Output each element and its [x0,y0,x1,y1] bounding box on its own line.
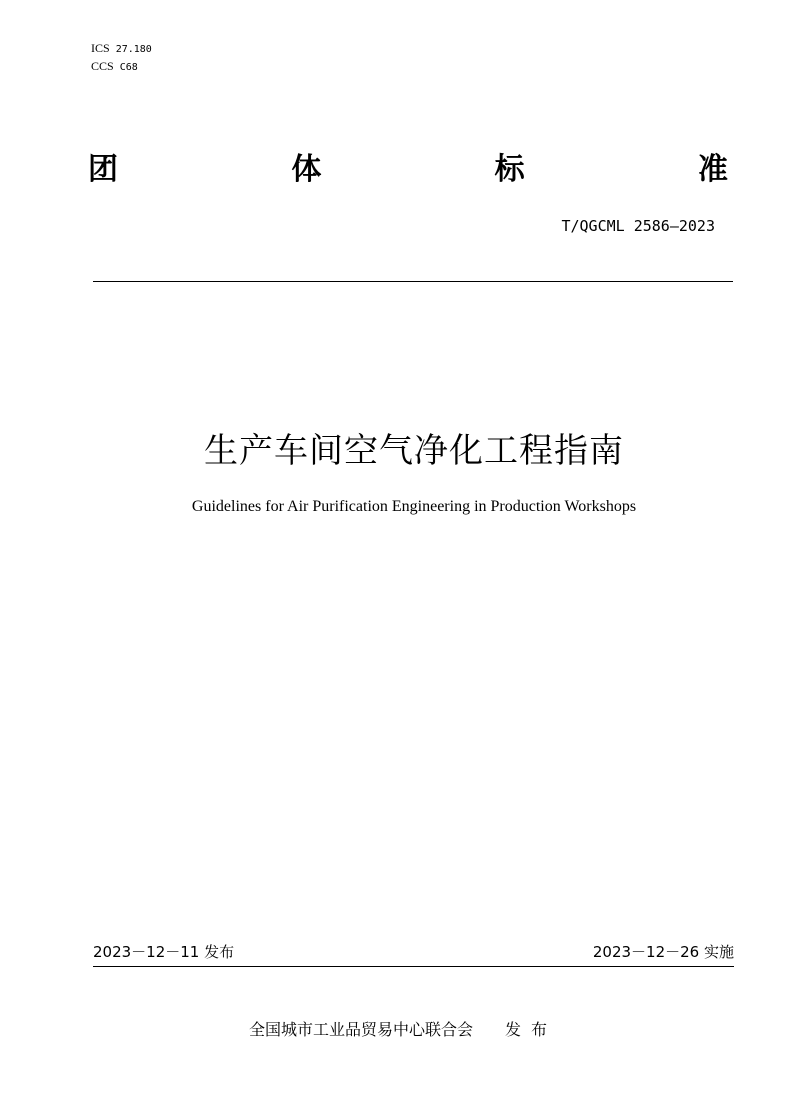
ics-label: ICS [91,41,110,55]
ics-row [91,40,152,58]
publish-label: 发布 [505,1020,558,1039]
header-divider [93,281,733,282]
standard-type-char: 体 [291,152,322,187]
ccs-row [91,58,152,76]
ics-value: 27.180 [115,44,152,55]
publisher-line [0,1019,790,1041]
document-title-chinese: 生产车间空气净化工程指南 [204,431,624,471]
standard-type-char: 准 [697,152,728,187]
publisher-name: 全国城市工业品贸易中心联合会 [248,1020,473,1039]
issue-date: 2023－12－11 发布 [93,943,235,961]
classification-codes [91,40,152,76]
standard-type-heading [88,150,728,190]
ccs-label: CCS [91,59,114,73]
ccs-value: C68 [119,62,138,73]
document-title-english: Guidelines for Air Purification Engineering in Production Workshops [191,498,637,515]
footer-divider [93,966,734,967]
standard-type-char: 标 [494,152,525,187]
standard-number: T/QGCML 2586—2023 [561,217,715,235]
implementation-date: 2023－12－26 实施 [592,943,734,961]
standard-type-char: 团 [88,152,118,187]
